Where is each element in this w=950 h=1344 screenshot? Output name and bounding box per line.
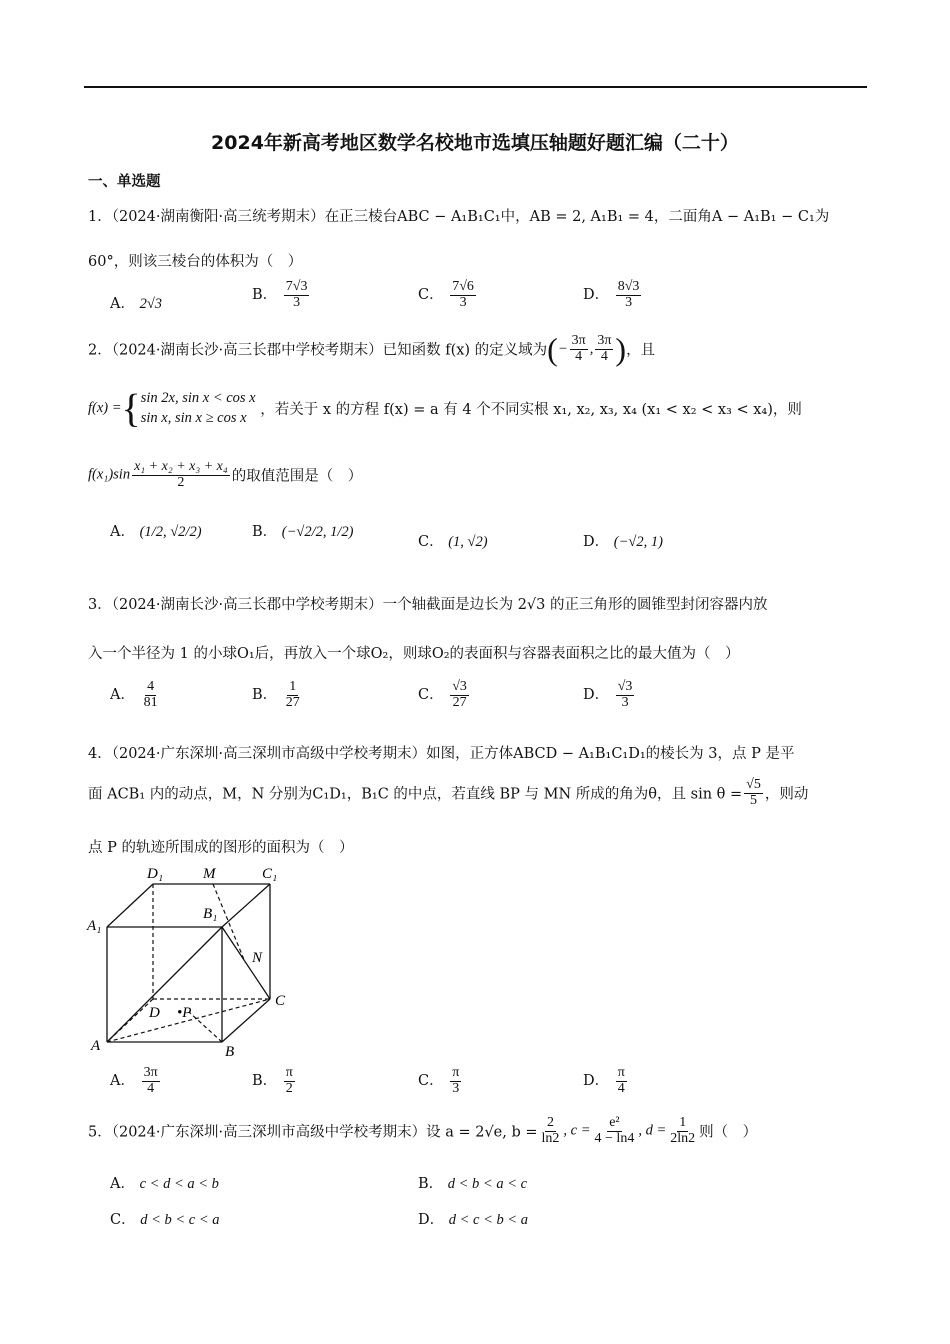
label-A: A [91,1038,101,1054]
label-C1: C₁ [262,866,278,882]
q4-option-c[interactable] [418,1066,463,1096]
q2-option-c[interactable] [418,530,488,551]
option-fraction: $\frac{\pi}{3}$ [452,1065,460,1096]
header-rule [84,86,867,88]
option-value: c < d < a < b [139,1176,219,1192]
q2-line1: 2．（2024·湖南长沙·高三长郡中学校考期末）已知函数 f(x) 的定义域为(− $\frac{3\pi}{4}$ , $\frac{3\pi}{4}$ )，且 [88,331,656,367]
option-label: B． [252,524,278,540]
diag-B1C [222,927,270,999]
option-label: C． [418,287,444,304]
option-fraction: $\frac{3\pi}{4}$ [143,1065,158,1096]
option-fraction: $\frac{1}{27}$ [285,679,300,710]
q2-line3: f(x₁)sin $\frac{\text{x₁ + x₂ + x₃ + x₄}}{2}$ 的取值范围是（ ） [88,459,363,490]
option-label: D． [583,687,610,704]
q4-option-b[interactable] [252,1066,297,1096]
label-N: N [252,950,263,966]
q1-option-b[interactable] [252,280,311,310]
option-value: d < c < b < a [448,1212,529,1228]
edge-A1D1 [107,884,153,927]
q4-line3: 点 P 的轨迹所围成的图形的面积为（ ） [88,840,354,856]
q3-option-b[interactable] [252,680,304,710]
label-A1: A₁ [87,918,102,934]
q3-option-d[interactable] [583,680,636,710]
q4-option-a[interactable] [110,1066,162,1096]
label-D: D [149,1005,160,1021]
option-fraction: $\frac{√3}{3}$ [617,679,633,710]
option-value: (1/2, √2/2) [139,524,202,540]
q2-line2: f(x) ={ sin 2x, sin x < cos x sin x, sin x ≥ cos x ，若关于 x 的方程 f(x) = a 有 4 个不同实根 x₁, x₂, x₃, x₄ (x₁ < x₂ < x₃ < x₄)，则 [88,385,802,431]
q1-option-a[interactable] [110,292,162,313]
option-label: D． [583,1073,610,1090]
label-C: C [275,993,286,1009]
q3-option-c[interactable] [418,680,471,710]
label-B: B [225,1044,235,1060]
q5-option-d[interactable] [418,1208,528,1229]
option-label: C． [110,1212,136,1228]
option-label: B． [252,1073,278,1090]
label-M: M [203,866,216,882]
cube-figure [85,862,295,1062]
q2-option-d[interactable] [583,530,663,551]
q5-option-a[interactable] [110,1172,219,1193]
option-fraction: $\frac{7√6}{3}$ [452,279,474,310]
label-D1: D₁ [147,866,164,882]
q4-line1: 4．（2024·广东深圳·高三深圳市高级中学校考期末）如图，正方体ABCD − A₁B₁C₁D₁的棱长为 3，点 P 是平 [88,746,795,762]
option-value: 2√3 [139,296,163,312]
option-value: d < b < a < c [447,1176,528,1192]
option-label: A． [110,687,135,704]
option-label: B． [252,687,278,704]
option-fraction: $\frac{7√3}{3}$ [285,279,308,310]
q1-option-d[interactable] [583,280,643,310]
option-fraction: $\frac{\pi}{2}$ [285,1065,293,1096]
option-label: B． [418,1176,444,1192]
option-label: C． [418,534,444,550]
option-label: A． [110,524,135,540]
q4-line2: 面 ACB₁ 内的动点，M，N 分别为C₁D₁，B₁C 的中点，若直线 BP 与 MN 所成的角为θ，且 sin θ = $\frac{√5}{5}$ ，则动 [88,777,809,808]
q1-line1: 1．（2024·湖南衡阳·高三统考期末）在正三棱台ABC − A₁B₁C₁中，AB = 2, A₁B₁ = 4，二面角A − A₁B₁ − C₁为 [88,209,830,225]
q1-line2: 60°，则该三棱台的体积为（ ） [88,254,303,270]
label-B1: B₁ [203,906,218,922]
option-label: A． [110,1176,135,1192]
option-label: A． [110,296,135,312]
option-label: C． [418,687,444,704]
option-label: A． [110,1073,135,1090]
option-fraction: $\frac{4}{81}$ [143,679,158,710]
option-label: D． [583,287,610,304]
label-P: •P [177,1005,192,1021]
q3-line2: 入一个半径为 1 的小球O₁后，再放入一个球O₂，则球O₂的表面积与容器表面积之比的最大值为（ ） [88,646,740,662]
option-value: (−√2, 1) [613,534,663,550]
q5-option-c[interactable] [110,1208,220,1229]
q5-line1: 5．（2024·广东深圳·高三深圳市高级中学校考期末）设 a = 2√e, b = $\frac{2}{\ln 2}$ , c = $\frac{\text{e²}}{4 - \ln 4}$ , d = $\frac{1}{2\ln 2}$ 则（ ） [88,1115,758,1146]
edge-C1B1 [222,884,270,927]
section-heading: 一、单选题 [88,174,161,190]
q2-option-a[interactable] [110,520,202,541]
q4-option-d[interactable] [583,1066,629,1096]
option-label: D． [418,1212,445,1228]
option-fraction: $\frac{8√3}{3}$ [617,279,640,310]
option-value: d < b < c < a [140,1212,220,1228]
option-fraction: $\frac{\pi}{4}$ [617,1065,625,1096]
q5-option-b[interactable] [418,1172,527,1193]
q2-option-b[interactable] [252,520,353,541]
q3-option-a[interactable] [110,680,162,710]
q3-line1: 3．（2024·湖南长沙·高三长郡中学校考期末）一个轴截面是边长为 2√3 的正三角形的圆锥型封闭容器内放 [88,597,768,613]
page-title: 2024年新高考地区数学名校地市选填压轴题好题汇编（二十） [211,132,739,154]
option-label: D． [583,534,610,550]
option-label: B． [252,287,278,304]
option-label: C． [418,1073,444,1090]
q1-option-c[interactable] [418,280,478,310]
diag-AB1 [107,927,222,1042]
hidden-MN [213,884,245,962]
option-fraction: $\frac{√3}{27}$ [452,679,467,710]
option-value: (1, √2) [448,534,488,550]
option-value: (−√2/2, 1/2) [281,524,354,540]
